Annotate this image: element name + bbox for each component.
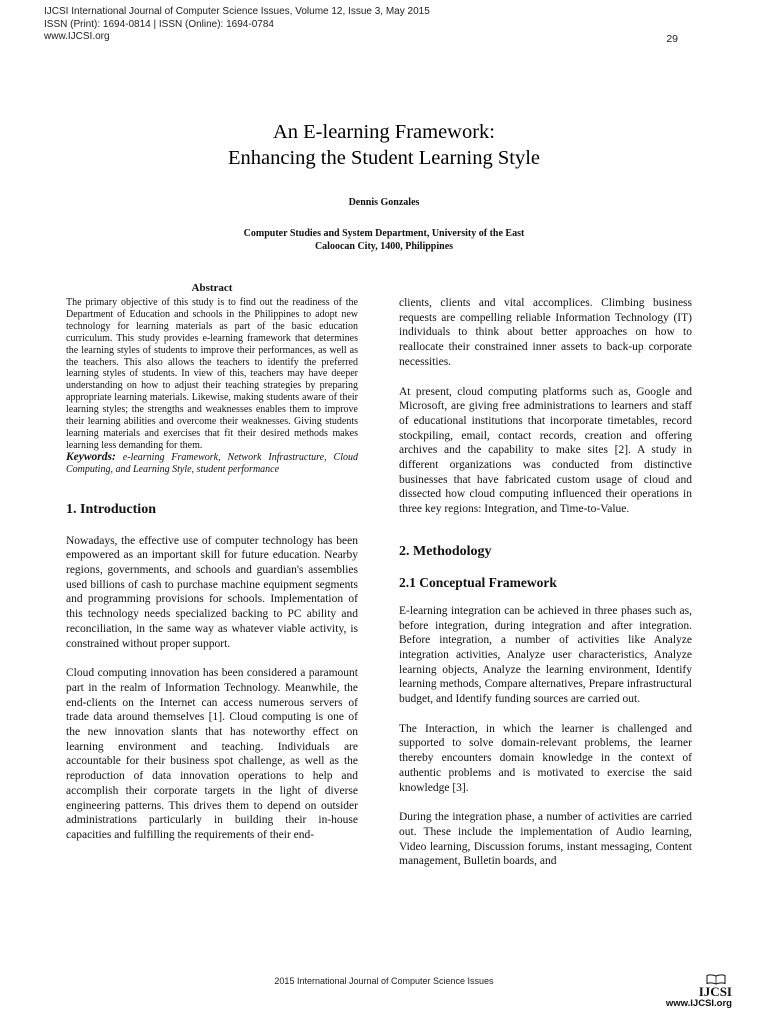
keywords-label: Keywords: <box>66 450 116 463</box>
interaction-paragraph: The Interaction, in which the learner is challenged and supported to solve domain-relevant problems, the learner thereby encounters domain knowledge in the context of authentic problems and is motivated to exercise the said knowledge [3]. <box>399 722 692 794</box>
keywords <box>66 452 358 476</box>
title-line-2: Enhancing the Student Learning Style <box>228 147 540 169</box>
title-line-1: An E-learning Framework: <box>272 121 496 143</box>
affiliation-line-2: Caloocan City, 1400, Philippines <box>314 241 454 252</box>
integration-phase-paragraph: During the integration phase, a number of activities are carried out. These include the implementation of Audio learning, Video learning, Discussion forums, instant messaging, Content management, Bulletin boards, and <box>399 811 692 868</box>
author-name: Dennis Gonzales <box>348 197 420 208</box>
journal-website: www.IJCSI.org <box>44 31 110 42</box>
logo-website: www.IJCSI.org <box>665 998 732 1009</box>
conceptual-framework-heading: 2.1 Conceptual Framework <box>399 574 557 590</box>
methodology-heading: 2. Methodology <box>399 543 492 559</box>
abstract-heading: Abstract <box>191 282 233 294</box>
continued-paragraph: clients, clients and vital accomplices. Climbing business requests are compelling reliable Information Technology (IT) individuals to think about better approaches on how to reallocate their constrained inner assets to back-up corporate necessities. <box>399 297 692 368</box>
running-header <box>44 6 684 44</box>
page-number: 29 <box>666 33 678 45</box>
intro-paragraph-1: Nowadays, the effective use of computer technology has been empowered as an important skill for future education. Nearby regions, governments, and schools and guardian's assemblies used billions of cash to purchase machine equipment segments and programming provisions for schools. Implementation of this technology needs specialized backing to PC ability and reconciliation, in the same way as whatever viable activity, is constrained without proper support. <box>66 534 358 650</box>
integration-phases-paragraph: E-learning integration can be achieved in three phases such as, before integration, during integration and after integration. Before integration, a number of activities like Analyze integration activities, Analyze user characteristics, Analyze learning objects, Analyze the learning environment, Identify learning methods, Compare alternatives, Prepare infrastructural budget, and Identify funding sources are carried out. <box>399 604 692 706</box>
logo-wordmark: IJCSI <box>698 984 732 999</box>
ijcsi-logo <box>666 974 732 1009</box>
abstract-text: The primary objective of this study is to find out the readiness of the Department of Education and schools in the Philippines to adopt new technology for learning materials as part of the basic education curriculum. This study provides e-learning framework that determines the learning styles of students to improve their performances, as well as the teachers. This also allows the teachers to identify the preferred learning styles of students. In view of this, teachers may have deeper understanding on how to adjust their teaching strategies by preparing appropriate learning materials. Likewise, making students aware of their learning styles; the strengths and weaknesses enables them to improve their learning abilities and overcome their weaknesses. Giving students learning materials and exercises that fit their desired methods makes learning less demanding for them. <box>66 297 358 451</box>
keywords-text: e-learning Framework, Network Infrastructure, Cloud Computing, and Learning Style, student performance <box>66 451 358 475</box>
journal-line: IJCSI International Journal of Computer Science Issues, Volume 12, Issue 3, May 2015 <box>44 6 430 17</box>
affiliation <box>0 227 768 253</box>
affiliation-line-1: Computer Studies and System Department, University of the East <box>243 228 525 239</box>
right-column <box>399 296 692 869</box>
issn-line: ISSN (Print): 1694-0814 | ISSN (Online): 1694-0784 <box>44 18 274 30</box>
footer-copyright: 2015 International Journal of Computer Science Issues <box>274 976 494 986</box>
cloud-platforms-paragraph: At present, cloud computing platforms such as, Google and Microsoft, are giving free administrations to learners and staff of educational institutions that incorporate timetables, record stockpiling, email, contact records, creation and offering archives and the capability to make sites [2]. A study in different organizations was conducted from distinctive businesses that have fabricated custom usage of cloud and dissected how cloud computing influenced their operations in three key regions: Integration, and Time-to-Value. <box>399 385 692 516</box>
left-column <box>66 282 358 843</box>
introduction-heading: 1. Introduction <box>66 501 156 517</box>
paper-title <box>0 119 768 171</box>
intro-paragraph-2: Cloud computing innovation has been considered a paramount part in the realm of Information Technology. Meanwhile, the end-clients on the Internet can access numerous servers of trade data around themselves [1]. Cloud computing is one of the new innovation slants that has noteworthy effect on learning environment and teaching. Individuals are accountable for their business spot challenge, as well as the reproduction of data innovation operations to help and accomplish their corporate targets in the light of diverse engineering patterns. This drives them to depend on outsider administrations particularly in building their in-house capacities and fulfilling the requirements of their end- <box>66 667 358 841</box>
